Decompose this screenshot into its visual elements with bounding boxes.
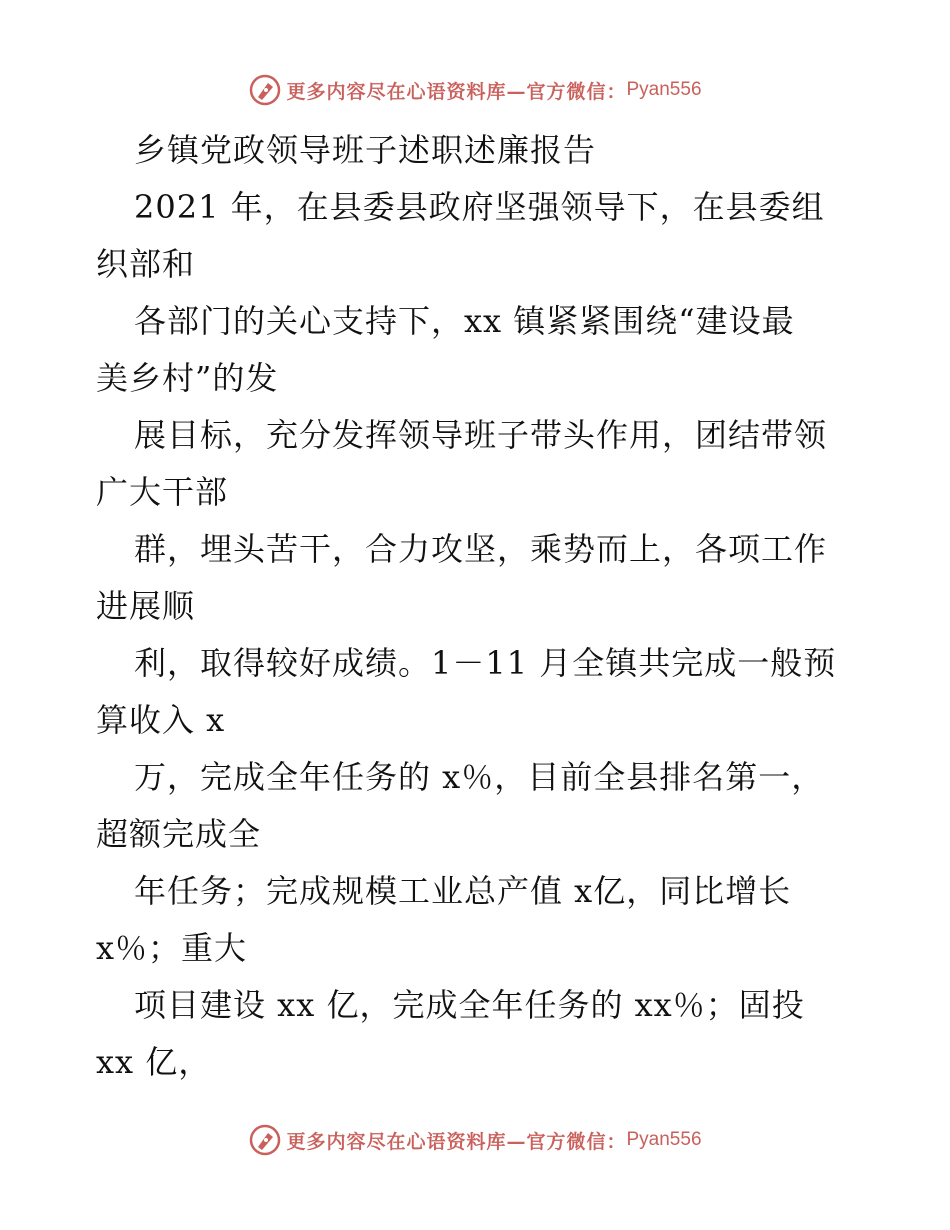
banner-wechat-id: Pyan556: [626, 1129, 702, 1150]
text-line: 利，取得较好成绩。1－11 月全镇共完成一般预: [134, 644, 837, 682]
banner-wechat-id: Pyan556: [626, 79, 702, 100]
text-line: 广大干部: [96, 473, 229, 511]
text-line: 美乡村”的发: [96, 359, 279, 397]
text-line: 年任务；完成规模工业总产值 x亿，同比增长: [134, 872, 792, 910]
text-line: xx 亿，: [96, 1043, 212, 1081]
text-line: 群，埋头苦干，合力攻坚，乘势而上，各项工作: [134, 530, 828, 568]
text-line: 进展顺: [96, 587, 196, 625]
text-line: 2021 年，在县委县政府坚强领导下，在县委组: [134, 188, 825, 226]
document-title: 乡镇党政领导班子述职述廉报告: [134, 131, 597, 169]
text-line: 万，完成全年任务的 x％，目前全县排名第一，: [134, 758, 825, 796]
text-line: 各部门的关心支持下，xx 镇紧紧围绕“建设最: [134, 302, 795, 340]
text-line: 展目标，充分发挥领导班子带头作用，团结带领: [134, 416, 828, 454]
text-line: 项目建设 xx 亿，完成全年任务的 xx％；固投: [134, 986, 805, 1024]
text-line: 算收入 x: [96, 701, 226, 739]
footer-watermark-banner: [0, 1120, 950, 1160]
text-line: x％；重大: [96, 929, 248, 967]
document-body: [96, 122, 866, 1091]
header-watermark-banner: [0, 70, 950, 110]
text-line: 超额完成全: [96, 815, 262, 853]
pen-nib-logo-icon: [248, 1123, 282, 1157]
pen-nib-logo-icon: [248, 73, 282, 107]
text-line: 织部和: [96, 245, 196, 283]
banner-text: 更多内容尽在心语资料库—官方微信：: [286, 1130, 627, 1153]
banner-text: 更多内容尽在心语资料库—官方微信：: [286, 80, 627, 103]
